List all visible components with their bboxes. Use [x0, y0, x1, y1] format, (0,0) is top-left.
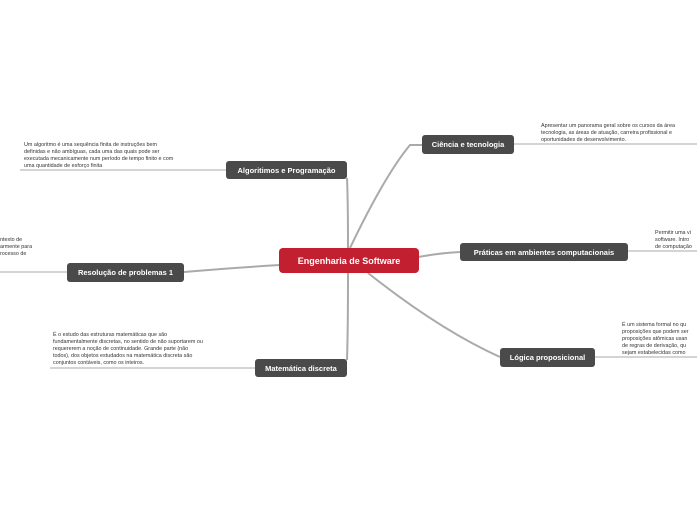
note-resolucao: ntexto de armente para rocesso de [0, 237, 33, 257]
topic-label: Ciência e tecnologia [431, 140, 505, 149]
connector-matematica [347, 273, 348, 360]
topic-resolucao-de-problemas-1[interactable] [67, 263, 184, 282]
topic-label: Lógica proposicional [509, 353, 586, 362]
topic-logica-proposicional[interactable] [500, 348, 595, 367]
topic-algoritimos-e-programacao[interactable] [226, 161, 347, 179]
topic-ciencia-e-tecnologia[interactable] [422, 135, 514, 154]
root-topic[interactable] [279, 248, 419, 273]
connector-algoritmos [347, 178, 348, 248]
topic-label: Matemática discreta [265, 363, 337, 373]
topic-matematica-discreta[interactable] [255, 359, 347, 377]
note-praticas: Permitir uma vi software. Intro de computação [655, 230, 692, 250]
topic-praticas-ambientes-computacionais[interactable] [460, 243, 628, 261]
connector-logica [368, 273, 500, 357]
note-matematica: É o estudo das estruturas matemáticas que são fundamentalmente discretas, no sentido de não suportarem ou requererem a noção de continuidade. Grande parte (não todos), dos objetos estudados na matemática discreta são conjuntos contáveis, como os inteiros. [53, 332, 203, 366]
note-ciencia: Apresentar um panorama geral sobre os cursos da área tecnologia, as áreas de atuação, carreira profissional e oportunidades de desenvolvimento. [541, 123, 675, 143]
connector-resolucao [184, 265, 280, 272]
topic-label: Práticas em ambientes computacionais [473, 247, 615, 257]
topic-label: Resolução de problemas 1 [77, 268, 174, 277]
note-algoritmos: Um algoritmo é uma sequência finita de instruções bem definidas e não ambíguas, cada uma das quais pode ser executada mecanicamente num período de tempo finito e com uma quantidade de esforço finita [24, 142, 174, 169]
note-logica: É um sistema formal no qu proposições que podem ser proposições atômicas usan de regras de derivação, qu sejam estabelecidas como [622, 322, 689, 356]
connector-ciencia [350, 145, 422, 248]
root-topic-label: Engenharia de Software [297, 255, 401, 266]
connector-praticas [418, 252, 460, 257]
topic-label: Algoritimos e Programação [237, 165, 336, 175]
